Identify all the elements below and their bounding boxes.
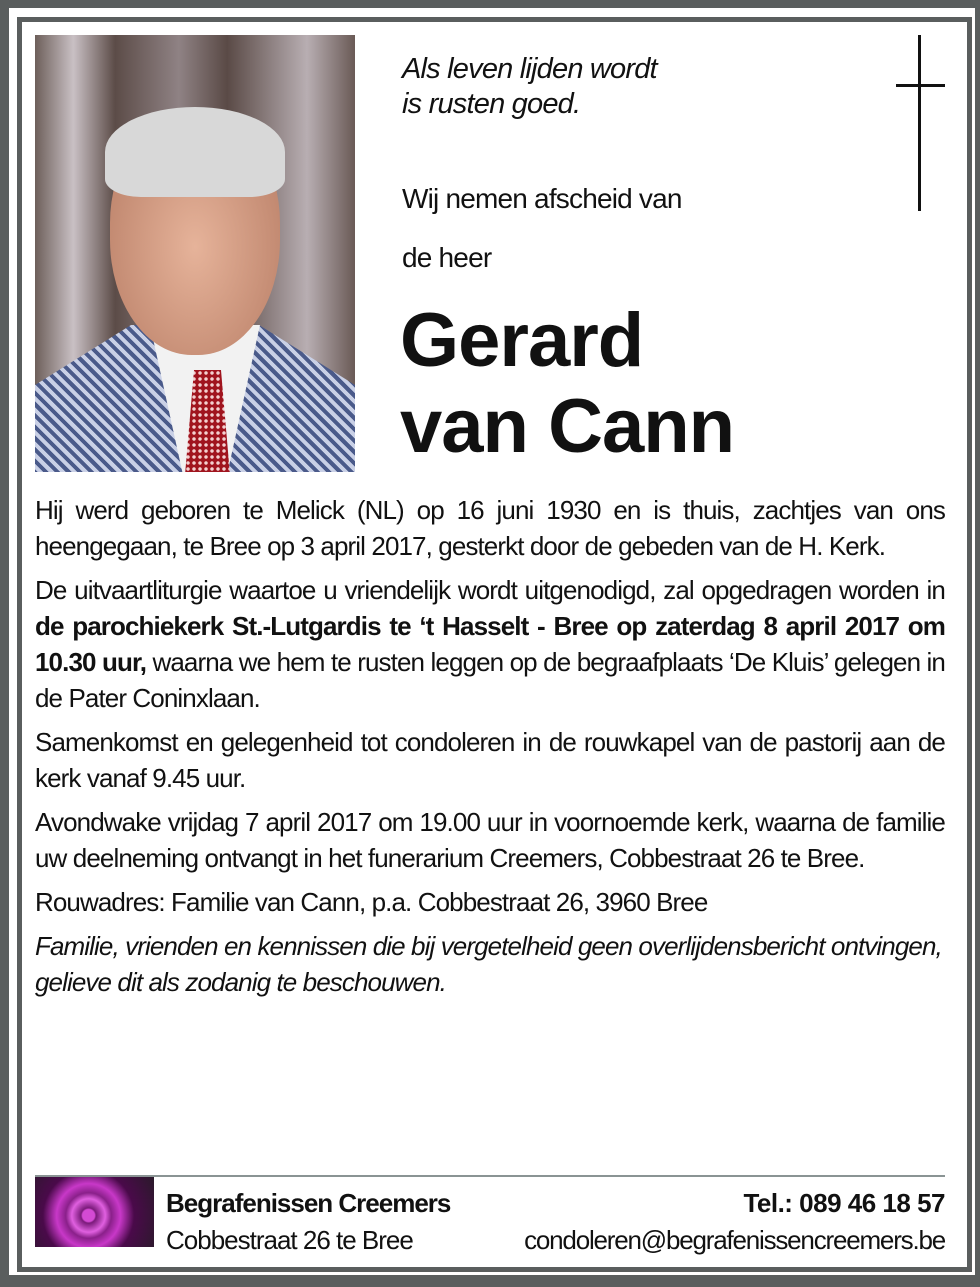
- footer-divider: [35, 1175, 945, 1177]
- last-name: van Cann: [400, 384, 735, 469]
- title-text: de heer: [402, 242, 492, 273]
- intro-text: Wij nemen afscheid van: [402, 183, 682, 214]
- company-address: Cobbestraat 26 te Bree: [166, 1225, 413, 1255]
- motto-line: Als leven lijden wordt: [402, 53, 657, 85]
- cross-icon-bar: [896, 84, 945, 87]
- birth-death-paragraph: Hij werd geboren te Melick (NL) op 16 juni 1930 en is thuis, zachtjes van ons heengegaan, te Bree op 3 april 2017, gesterkt door de gebeden van de H. Kerk.: [35, 495, 945, 561]
- deceased-name: [400, 298, 734, 470]
- funeral-location: de parochiekerk St.-Lutgardis te ‘t Hasselt - Bree op zaterdag 8 april 2017 om 10.30 uur,: [35, 611, 945, 677]
- company-email[interactable]: condoleren@begrafenissencreemers.be: [524, 1225, 945, 1255]
- condolence-paragraph: Samenkomst en gelegenheid tot condoleren in de rouwkapel van de pastorij aan de kerk vanaf 9.45 uur.: [35, 727, 945, 793]
- closing-note: Familie, vrienden en kennissen die bij vergetelheid geen overlijdensbericht ontvingen, gelieve dit als zodanig te beschouwen.: [35, 931, 942, 997]
- company-phone: Tel.: 089 46 18 57: [743, 1188, 945, 1218]
- motto: [402, 52, 657, 122]
- cross-icon: [918, 35, 921, 211]
- mourning-address: Rouwadres: Familie van Cann, p.a. Cobbestraat 26, 3960 Bree: [35, 887, 708, 917]
- first-name: Gerard: [400, 298, 644, 383]
- burial-text: waarna we hem te rusten leggen op de begraafplaats ‘De Kluis’ gelegen in de Pater Coninxlaan.: [35, 647, 945, 713]
- funeral-paragraph: [35, 572, 945, 716]
- rose-image: [35, 1177, 154, 1247]
- funeral-text: De uitvaartliturgie waartoe u vriendelijk wordt uitgenodigd, zal opgedragen worden in: [35, 575, 945, 605]
- motto-line: is rusten goed.: [402, 88, 581, 120]
- wake-paragraph: Avondwake vrijdag 7 april 2017 om 19.00 uur in voornoemde kerk, waarna de familie uw deelneming ontvangt in het funerarium Creemers, Cobbestraat 26 te Bree.: [35, 807, 945, 873]
- obituary-body: [35, 492, 945, 1008]
- company-name: Begrafenissen Creemers: [166, 1188, 451, 1218]
- portrait-photo: [35, 35, 355, 472]
